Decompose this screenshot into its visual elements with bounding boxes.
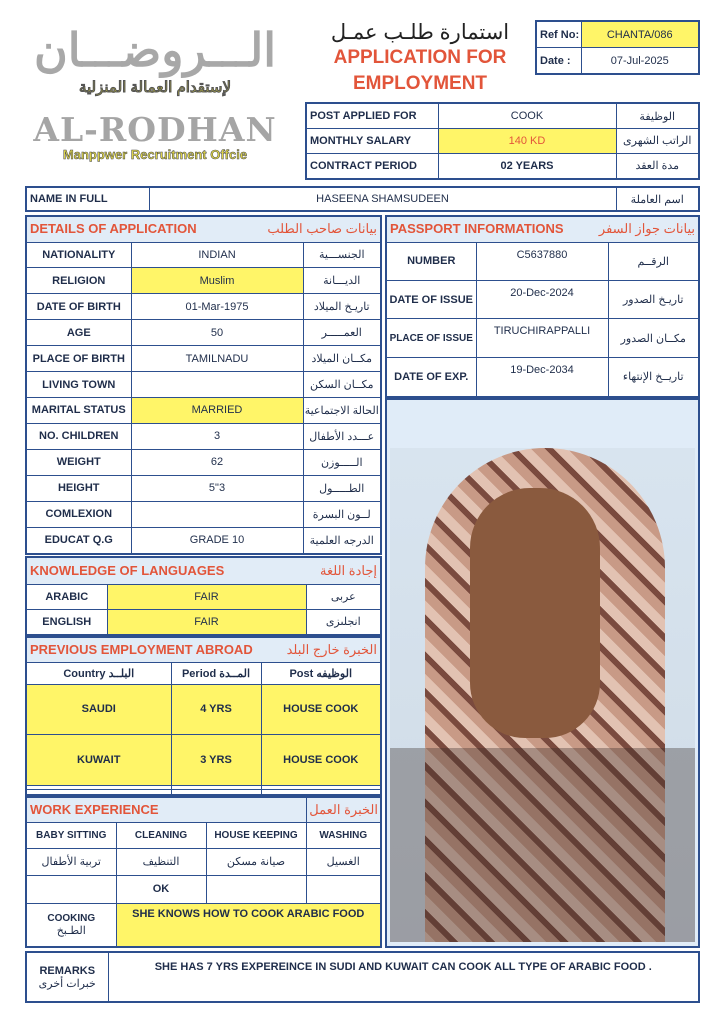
- title-arabic: استمارة طلـب عمـل: [330, 21, 510, 44]
- details-title-ar: بيانات صاحب الطلب: [267, 221, 377, 237]
- detail-ar: الدرجه العلمية: [303, 527, 381, 554]
- name-ar: اسم العاملة: [616, 187, 699, 211]
- detail-label: COMLEXION: [26, 501, 131, 527]
- detail-label: PLACE OF BIRTH: [26, 346, 131, 372]
- detail-ar: الـــــوزن: [303, 449, 381, 475]
- language-label: ENGLISH: [26, 609, 107, 635]
- remarks-table: [25, 951, 700, 1003]
- skill-label: BABY SITTING: [26, 822, 116, 848]
- employment-country: KUWAIT: [26, 735, 171, 786]
- employment-post: HOUSE COOK: [261, 684, 381, 735]
- remarks-label-cell: [26, 952, 108, 1002]
- name-label: NAME IN FULL: [26, 187, 149, 211]
- passport-value: 19-Dec-2034: [476, 357, 608, 397]
- detail-value: [131, 501, 303, 527]
- work-title: WORK EXPERIENCE: [26, 797, 306, 822]
- detail-ar: الديـــانة: [303, 268, 381, 294]
- detail-ar: لــون البسرة: [303, 501, 381, 527]
- previous-title: PREVIOUS EMPLOYMENT ABROAD: [30, 641, 253, 657]
- passport-title-ar: بيانات جواز السفر: [598, 221, 695, 237]
- ref-label: Ref No:: [536, 21, 581, 48]
- detail-value: 50: [131, 320, 303, 346]
- salary-label: MONTHLY SALARY: [306, 129, 438, 154]
- post-label: POST APPLIED FOR: [306, 103, 438, 129]
- detail-ar: العمـــــر: [303, 320, 381, 346]
- title-line1: APPLICATION FOR: [333, 47, 507, 68]
- passport-ar: الرقــم: [608, 242, 699, 280]
- detail-label: MARITAL STATUS: [26, 398, 131, 424]
- salary-ar: الراتب الشهرى: [616, 129, 699, 154]
- skill-value: OK: [116, 875, 206, 903]
- photo-frame: [385, 398, 700, 948]
- detail-value: Muslim: [131, 268, 303, 294]
- language-row: [26, 609, 381, 635]
- detail-value: TAMILNADU: [131, 346, 303, 372]
- detail-value: 01-Mar-1975: [131, 294, 303, 320]
- logo-arabic-name: الـــروضـــان: [33, 24, 277, 76]
- logo: [30, 22, 280, 172]
- languages-title: KNOWLEDGE OF LANGUAGES: [30, 562, 225, 578]
- ref-value: CHANTA/086: [581, 21, 699, 48]
- detail-ar: الحالة الاجتماعية: [303, 398, 381, 424]
- detail-row: [26, 242, 381, 268]
- detail-ar: مكــان السكن: [303, 372, 381, 398]
- passport-label: PLACE OF ISSUE: [386, 319, 476, 357]
- detail-row: [26, 398, 381, 424]
- skill-label: WASHING: [306, 822, 381, 848]
- passport-label: NUMBER: [386, 242, 476, 280]
- detail-row: [26, 527, 381, 554]
- skill-label: HOUSE KEEPING: [206, 822, 306, 848]
- detail-row: [26, 346, 381, 372]
- detail-row: [26, 294, 381, 320]
- detail-row: [26, 423, 381, 449]
- salary-value: 140 KD: [438, 129, 616, 154]
- detail-row: [26, 501, 381, 527]
- language-label: ARABIC: [26, 584, 107, 609]
- face: [470, 488, 600, 738]
- logo-tagline: Manppwer Recruitment Offcie: [62, 147, 248, 162]
- language-ar: عربى: [306, 584, 381, 609]
- detail-value: [131, 372, 303, 398]
- remarks-label: REMARKS: [39, 964, 96, 977]
- skill-value: [306, 875, 381, 903]
- contract-ar: مدة العقد: [616, 153, 699, 179]
- detail-ar: الجنســـية: [303, 242, 381, 268]
- passport-label: DATE OF EXP.: [386, 357, 476, 397]
- passport-value: C5637880: [476, 242, 608, 280]
- detail-label: NATIONALITY: [26, 242, 131, 268]
- detail-row: [26, 320, 381, 346]
- post-value: COOK: [438, 103, 616, 129]
- detail-row: [26, 372, 381, 398]
- applicant-photo: [390, 448, 695, 942]
- date-label: Date :: [536, 48, 581, 75]
- detail-value: 3: [131, 423, 303, 449]
- detail-ar: عـــدد الأطفال: [303, 423, 381, 449]
- detail-label: LIVING TOWN: [26, 372, 131, 398]
- detail-label: HEIGHT: [26, 475, 131, 501]
- remarks-value: SHE HAS 7 YRS EXPEREINCE IN SUDI AND KUWAIT CAN COOK ALL TYPE OF ARABIC FOOD .: [108, 952, 699, 1002]
- passport-label: DATE OF ISSUE: [386, 280, 476, 318]
- detail-value: MARRIED: [131, 398, 303, 424]
- ref-box: [535, 20, 700, 75]
- detail-label: DATE OF BIRTH: [26, 294, 131, 320]
- previous-employment-table: [25, 636, 382, 796]
- work-title-ar: الخبرة العمل: [306, 797, 381, 822]
- details-table: [25, 215, 382, 555]
- passport-row: [386, 242, 699, 280]
- languages-title-ar: إجادة اللغة: [320, 562, 377, 578]
- employment-row-empty: [26, 789, 381, 795]
- clothing: [390, 748, 695, 942]
- skill-label: CLEANING: [116, 822, 206, 848]
- passport-row: [386, 357, 699, 397]
- cooking-label-cell: [26, 903, 116, 947]
- detail-label: AGE: [26, 320, 131, 346]
- col-period: Period المــدة: [171, 662, 261, 684]
- languages-table: [25, 556, 382, 636]
- previous-title-ar: الخبرة خارج البلد: [286, 641, 377, 657]
- employment-period: 4 YRS: [171, 684, 261, 735]
- skill-ar: الغسيل: [306, 848, 381, 875]
- language-level: FAIR: [107, 609, 306, 635]
- title-line2: EMPLOYMENT: [352, 73, 488, 94]
- language-row: [26, 584, 381, 609]
- name-row: [25, 186, 700, 212]
- skill-value: [26, 875, 116, 903]
- skill-ar: صيانة مسكن: [206, 848, 306, 875]
- employment-row: [26, 684, 381, 735]
- skill-value: [206, 875, 306, 903]
- detail-value: INDIAN: [131, 242, 303, 268]
- passport-value: TIRUCHIRAPPALLI: [476, 319, 608, 357]
- post-table: [305, 102, 700, 180]
- col-post: Post الوظيفه: [261, 662, 381, 684]
- passport-ar: تاريـخ الصدور: [608, 280, 699, 318]
- passport-value: 20-Dec-2024: [476, 280, 608, 318]
- detail-label: RELIGION: [26, 268, 131, 294]
- employment-row: [26, 735, 381, 786]
- remarks-ar: خبرات أخرى: [38, 977, 96, 990]
- work-experience-table: [25, 796, 382, 948]
- detail-row: [26, 475, 381, 501]
- detail-value: 62: [131, 449, 303, 475]
- logo-arabic-tagline: لإستقدام العمالة المنزلية: [78, 79, 232, 96]
- detail-ar: مكــان الميلاد: [303, 346, 381, 372]
- skill-ar: تربية الأطفال: [26, 848, 116, 875]
- detail-ar: الطـــــول: [303, 475, 381, 501]
- detail-row: [26, 449, 381, 475]
- contract-label: CONTRACT PERIOD: [306, 153, 438, 179]
- skill-ar: التنظيف: [116, 848, 206, 875]
- passport-table: [385, 215, 700, 398]
- detail-label: WEIGHT: [26, 449, 131, 475]
- contract-value: 02 YEARS: [438, 153, 616, 179]
- passport-ar: مكــان الصدور: [608, 319, 699, 357]
- cooking-ar: الطـبخ: [56, 924, 86, 937]
- passport-title: PASSPORT INFORMATIONS: [390, 221, 564, 237]
- passport-ar: تاريــخ الإنتهاء: [608, 357, 699, 397]
- post-ar: الوظيفة: [616, 103, 699, 129]
- passport-row: [386, 280, 699, 318]
- detail-value: GRADE 10: [131, 527, 303, 554]
- cooking-value: SHE KNOWS HOW TO COOK ARABIC FOOD: [116, 903, 381, 947]
- detail-ar: تاريـخ الميلاد: [303, 294, 381, 320]
- employment-post: HOUSE COOK: [261, 735, 381, 786]
- employment-period: 3 YRS: [171, 735, 261, 786]
- detail-label: NO. CHILDREN: [26, 423, 131, 449]
- language-ar: انجلىزى: [306, 609, 381, 635]
- detail-value: 5"3: [131, 475, 303, 501]
- cooking-label: COOKING: [47, 912, 96, 924]
- form-title: [315, 20, 525, 95]
- detail-row: [26, 268, 381, 294]
- logo-name: AL-RODHAN: [33, 110, 277, 149]
- details-title: DETAILS OF APPLICATION: [30, 221, 197, 237]
- date-value: 07-Jul-2025: [581, 48, 699, 75]
- language-level: FAIR: [107, 584, 306, 609]
- col-country: Country البلــد: [26, 662, 171, 684]
- employment-country: SAUDI: [26, 684, 171, 735]
- passport-row: [386, 319, 699, 357]
- name-value: HASEENA SHAMSUDEEN: [149, 187, 616, 211]
- detail-label: EDUCAT Q.G: [26, 527, 131, 554]
